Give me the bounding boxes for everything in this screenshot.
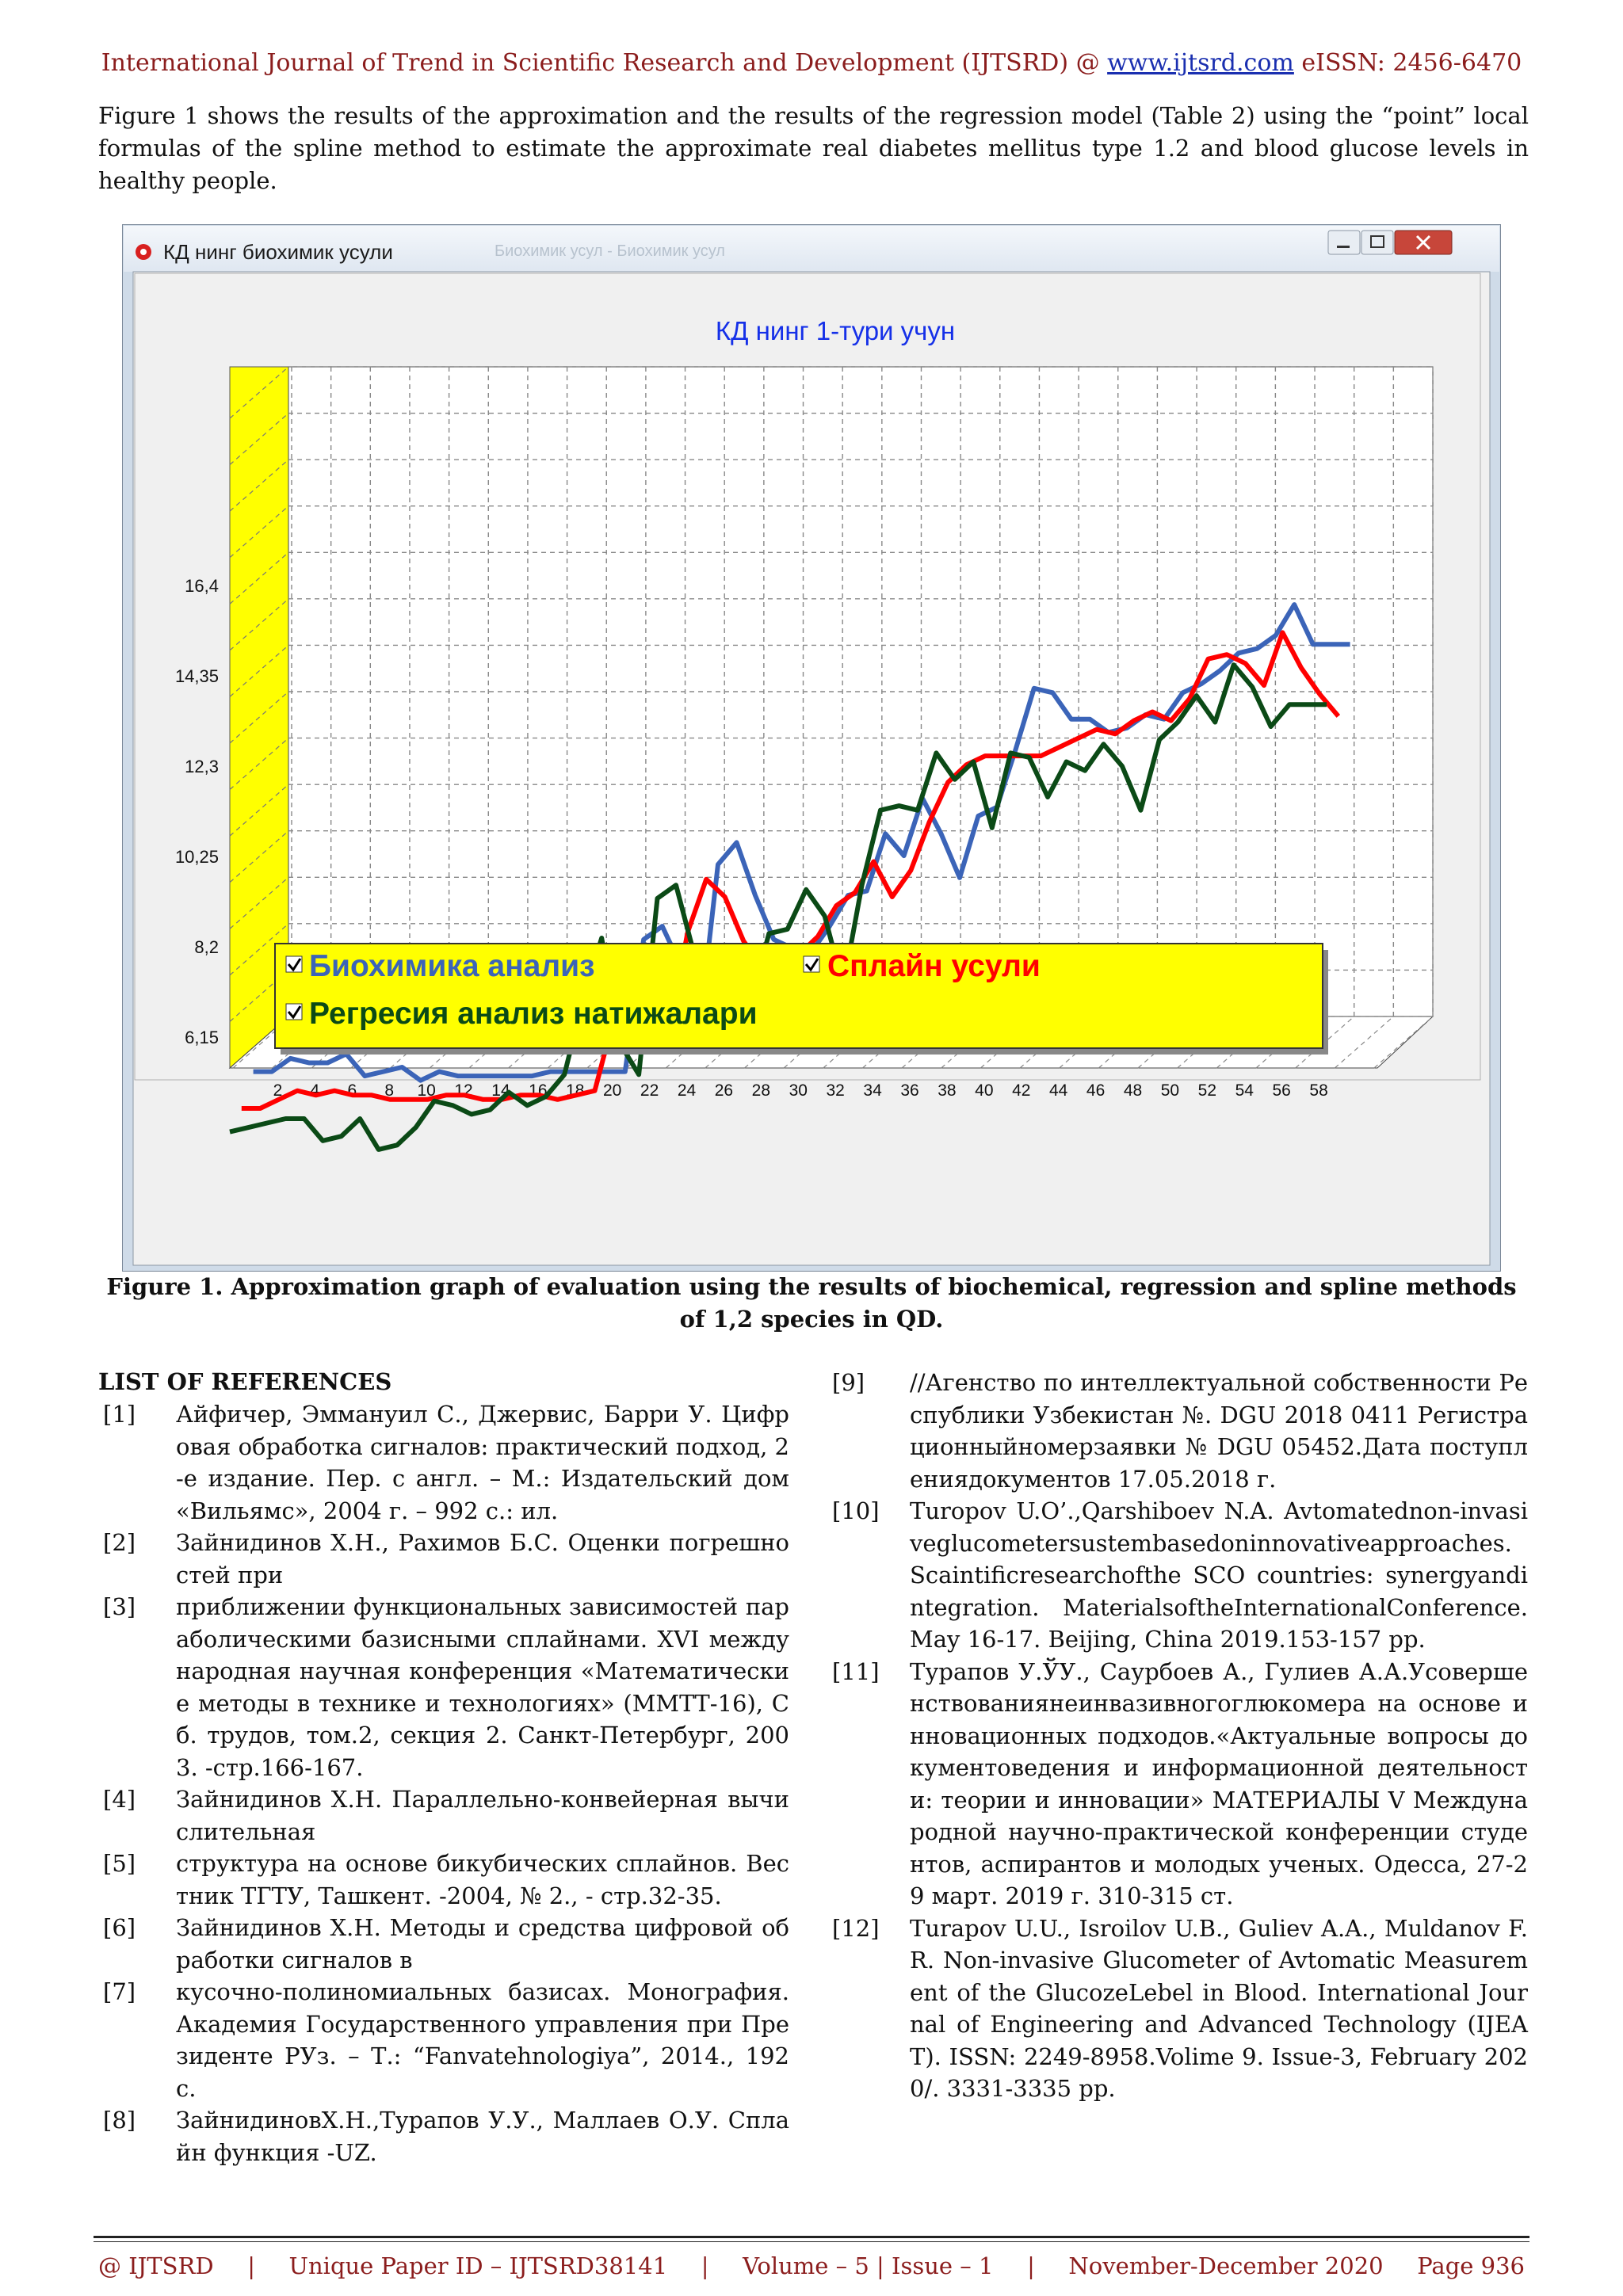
x-tick-label: 10 — [417, 1081, 436, 1100]
legend-item-regression[interactable] — [286, 997, 758, 1031]
x-tick-label: 24 — [677, 1081, 697, 1100]
x-tick-label: 54 — [1235, 1081, 1254, 1100]
window-title-bg: Биохимик усул - Биохимик усул — [495, 242, 725, 260]
x-tick-label: 48 — [1123, 1081, 1143, 1100]
header-prefix: International Journal of Trend in Scientific Research and Development (IJTSRD) @ — [101, 49, 1108, 77]
x-tick-label: 12 — [454, 1081, 473, 1100]
window-title: КД нинг биохимик усули — [163, 240, 393, 264]
reference-text: Turopov U.O’.,Qarshiboev N.A. Avtomatednon-invasiveglucometersustembasedoninnovativeapproaches. Scaintificresearchofthe SCO countries: synergyandintegration. MaterialsoftheInternationalConference. May 16-17. Beijing, China 2019.153-157 pp. — [910, 1497, 1528, 1653]
figure-caption: Figure 1. Approximation graph of evaluation using the results of biochemical, regression and spline methods of 1,2 species in QD. — [106, 1273, 1517, 1333]
reference-item — [98, 1527, 789, 1591]
maximize-button[interactable] — [1361, 231, 1393, 254]
reference-number: [7] — [103, 1978, 136, 2005]
x-tick-label: 44 — [1048, 1081, 1068, 1100]
y-tick-label: 10,25 — [174, 847, 219, 867]
footer-sep: | — [1027, 2252, 1035, 2279]
reference-text: Айфичер, Эммануил С., Джервис, Барри У. Цифровая обработка сигналов: практический подход, 2-е издание. Пер. с англ. – М.: Издательский дом «Вильямс», 2004 г. – 992 с.: ил. — [176, 1401, 789, 1524]
reference-number: [2] — [103, 1529, 136, 1556]
chart-back-wall — [288, 367, 1433, 1016]
reference-number: [5] — [103, 1850, 136, 1877]
app-icon — [136, 244, 151, 260]
reference-number: [9] — [832, 1369, 865, 1396]
reference-number: [6] — [103, 1914, 136, 1941]
references-right-column — [832, 1367, 1528, 2105]
legend-label-regression: Регресия анализ натижалари — [309, 997, 758, 1031]
reference-text: структура на основе бикубических сплайнов. Вестник ТГТУ, Ташкент. -2004, № 2., - стр.32-35. — [176, 1850, 789, 1909]
reference-text: Турапов У.ЎУ., Саурбоев А., Гулиев А.А.Усовершенствованиянеинвазивногоглюкомера на основе инновационных подходов.«Актуальные вопросы документоведения и информационной деятельности: теории и инновации» МАТЕРИАЛЫ V Международной научно-практической конференции студентов, аспирантов и молодых ученых. Одесса, 27-29 март. 2019 г. 310-315 ст. — [910, 1657, 1528, 1909]
y-tick-label: 14,35 — [174, 666, 219, 686]
page-footer — [98, 2252, 1525, 2279]
footer-rule — [94, 2236, 1529, 2238]
legend-label-spline: Сплайн усули — [827, 949, 1041, 983]
reference-item — [98, 1976, 789, 2104]
x-tick-label: 58 — [1309, 1081, 1328, 1100]
x-tick-label: 34 — [863, 1081, 882, 1100]
footer-sep: | — [247, 2252, 255, 2279]
reference-number: [4] — [103, 1786, 136, 1813]
reference-number: [10] — [832, 1497, 880, 1524]
x-tick-label: 30 — [789, 1081, 808, 1100]
footer-paper-id: Unique Paper ID – IJTSRD38141 — [288, 2252, 668, 2279]
reference-item — [98, 2104, 789, 2168]
reference-number: [3] — [103, 1593, 136, 1620]
header-suffix: eISSN: 2456-6470 — [1293, 49, 1522, 77]
x-tick-label: 16 — [529, 1081, 548, 1100]
y-tick-label: 8,2 — [194, 937, 219, 957]
references-left-column — [98, 1398, 789, 2168]
references-title: LIST OF REFERENCES — [98, 1368, 392, 1395]
reference-text: кусочно-полиномиальных базисах. Монография. Академия Государственного управления при Президенте РУз. – Т.: “Fanvatehnologiya”, 2014., 192 с. — [176, 1978, 789, 2102]
x-tick-label: 2 — [273, 1081, 283, 1100]
reference-text: //Агенство по интеллектуальной собственности Республики Узбекистан №. DGU 2018 0411 Регистрационныйномерзаявки № DGU 05452.Дата поступлениядокументов 17.05.2018 г. — [910, 1369, 1528, 1493]
footer-left: @ IJTSRD — [98, 2252, 214, 2279]
legend-item-spline[interactable] — [804, 949, 1041, 983]
figure-window — [122, 224, 1501, 1272]
journal-link[interactable]: www.ijtsrd.com — [1107, 49, 1294, 77]
x-tick-label: 28 — [751, 1081, 771, 1100]
reference-item — [98, 1912, 789, 1976]
reference-item — [98, 1591, 789, 1783]
reference-number: [12] — [832, 1914, 880, 1942]
x-tick-label: 14 — [491, 1081, 510, 1100]
close-button[interactable] — [1395, 231, 1452, 254]
reference-item — [98, 1848, 789, 1912]
legend-item-biochem[interactable] — [286, 949, 594, 983]
footer-page: Page 936 — [1417, 2252, 1525, 2279]
intro-paragraph: Figure 1 shows the results of the approximation and the results of the regression model (Table 2) using the “point” local formulas of the spline method to estimate the approximate real diabetes mellitus type 1.2 and blood glucose levels in healthy people. — [98, 102, 1529, 194]
footer-volume: Volume – 5 | Issue – 1 — [743, 2252, 994, 2279]
minimize-button[interactable] — [1328, 231, 1360, 254]
x-tick-label: 4 — [310, 1081, 320, 1100]
reference-item — [98, 1783, 789, 1848]
x-tick-label: 8 — [384, 1081, 395, 1100]
x-tick-label: 20 — [603, 1081, 622, 1100]
reference-item — [832, 1656, 1528, 1913]
x-tick-label: 38 — [938, 1081, 957, 1100]
y-tick-label: 6,15 — [185, 1028, 219, 1047]
x-tick-label: 42 — [1012, 1081, 1031, 1100]
footer-rule-thin — [94, 2241, 1529, 2242]
reference-number: [8] — [103, 2107, 136, 2134]
footer-sep: | — [701, 2252, 709, 2279]
footer-date: November-December 2020 — [1068, 2252, 1384, 2279]
reference-text: Turapov U.U., Isroilov U.B., Guliev A.A., Muldanov F.R. Non-invasive Glucometer of Avtomatic Measurement of the GlucozeLebel in Blood. International Journal of Engineering and Advanced Technology (IJEAT). ISSN: 2249-8958.Volime 9. Issue-3, February 2020/. 3331-3335 pp. — [910, 1914, 1528, 2102]
reference-text: ЗайнидиновХ.Н.,Турапов У.У., Маллаев О.У. Сплайн функция -UZ. — [176, 2107, 789, 2166]
reference-text: приближении функциональных зависимостей параболическими базисными сплайнами. XVI международная научная конференция «Математические методы в технике и технологиях» (ММТТ-16), Сб. трудов, том.2, секция 2. Санкт-Петербург, 2003. -стр.166-167. — [176, 1593, 789, 1781]
reference-number: [11] — [832, 1657, 880, 1685]
reference-item — [832, 1367, 1528, 1495]
reference-item — [832, 1913, 1528, 2105]
x-tick-label: 56 — [1272, 1081, 1291, 1100]
x-tick-label: 50 — [1160, 1081, 1180, 1100]
legend-label-biochem: Биохимика анализ — [309, 949, 595, 983]
x-tick-label: 52 — [1197, 1081, 1217, 1100]
reference-text: Зайнидинов Х.Н. Методы и средства цифровой обработки сигналов в — [176, 1914, 789, 1974]
x-tick-label: 22 — [640, 1081, 659, 1100]
x-tick-label: 36 — [900, 1081, 919, 1100]
x-tick-label: 6 — [347, 1081, 357, 1100]
x-tick-label: 40 — [975, 1081, 994, 1100]
reference-number: [1] — [103, 1401, 136, 1428]
reference-item — [98, 1398, 789, 1527]
x-tick-label: 26 — [714, 1081, 734, 1100]
y-tick-label: 12,3 — [185, 757, 219, 776]
journal-header — [0, 49, 1623, 77]
chart-legend — [275, 944, 1328, 1055]
chart-title: КД нинг 1-тури учун — [715, 316, 956, 345]
x-tick-label: 18 — [566, 1081, 585, 1100]
x-tick-label: 46 — [1086, 1081, 1106, 1100]
x-tick-label: 32 — [826, 1081, 845, 1100]
reference-text: Зайнидинов Х.Н. Параллельно-конвейерная вычислительная — [176, 1786, 789, 1845]
y-tick-label: 16,4 — [185, 576, 219, 596]
reference-item — [832, 1495, 1528, 1656]
reference-text: Зайнидинов Х.Н., Рахимов Б.С. Оценки погрешностей при — [176, 1529, 789, 1589]
